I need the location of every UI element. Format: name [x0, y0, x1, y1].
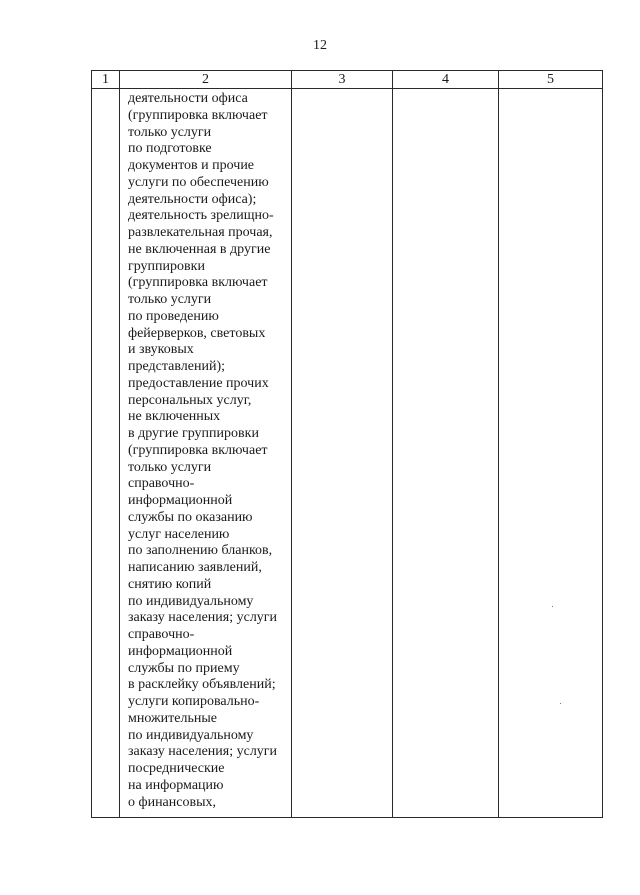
text-line: (группировка включает — [128, 275, 268, 291]
text-line: справочно- — [128, 476, 195, 492]
text-line: по проведению — [128, 308, 219, 324]
text-line: множительные — [128, 710, 217, 726]
text-line: предоставление прочих — [128, 375, 269, 391]
cell-col-5 — [499, 89, 603, 818]
text-line: на информацию — [128, 777, 224, 793]
text-line: группировки — [128, 258, 205, 274]
cell-col-4 — [393, 89, 499, 818]
text-line: только услуги — [128, 459, 212, 475]
document-table — [91, 70, 603, 818]
text-line: (группировка включает — [128, 442, 268, 458]
text-line: не включенных — [128, 409, 221, 425]
text-line: только услуги — [128, 292, 212, 307]
text-line: службы по приему — [128, 660, 240, 676]
text-line: написанию заявлений, — [128, 560, 262, 575]
text-line: деятельности офиса); — [128, 191, 257, 207]
cell-col-2 — [120, 89, 292, 818]
text-line: (группировка включает — [128, 107, 268, 123]
activity-description — [120, 89, 291, 811]
column-header-4: 4 — [393, 71, 499, 89]
page-number: 12 — [313, 38, 327, 53]
text-line: развлекательная прочая, — [128, 225, 273, 240]
text-line: снятию копий — [128, 576, 212, 592]
scan-speck — [560, 703, 561, 704]
text-line: деятельность зрелищно- — [128, 208, 274, 224]
column-header-5: 5 — [499, 71, 603, 89]
text-line: заказу населения; услуги — [128, 610, 278, 626]
text-line: по индивидуальному — [128, 727, 254, 743]
text-line: документов и прочие — [128, 158, 255, 173]
text-line: посреднические — [128, 761, 225, 776]
scan-speck — [552, 606, 553, 607]
text-line: фейерверков, световых — [128, 325, 266, 341]
text-line: не включенная в другие — [128, 241, 271, 257]
text-line: службы по оказанию — [128, 509, 253, 525]
text-line: персональных услуг, — [128, 392, 252, 408]
column-header-3: 3 — [292, 71, 393, 89]
text-line: заказу населения; услуги — [128, 744, 278, 760]
text-line: и звуковых — [128, 342, 194, 358]
cell-col-1 — [92, 89, 120, 818]
column-header-1: 1 — [92, 71, 120, 89]
table-row — [92, 89, 603, 818]
text-line: представлений); — [128, 359, 226, 374]
text-line: деятельности офиса — [128, 91, 248, 106]
text-line: услуг населению — [128, 526, 230, 542]
cell-col-3 — [292, 89, 393, 818]
text-line: по подготовке — [128, 141, 212, 157]
text-line: только услуги — [128, 124, 212, 140]
text-line: информационной — [128, 643, 233, 659]
text-line: услуги по обеспечению — [128, 174, 269, 190]
text-line: по индивидуальному — [128, 593, 254, 609]
text-line: справочно- — [128, 627, 195, 642]
column-header-2: 2 — [120, 71, 292, 89]
text-line: информационной — [128, 493, 233, 508]
text-line: по заполнению бланков, — [128, 543, 273, 559]
table-header-row — [92, 71, 603, 89]
text-line: в расклейку объявлений; — [128, 677, 276, 693]
text-line: о финансовых, — [128, 794, 216, 810]
text-line: в другие группировки — [128, 426, 259, 441]
text-line: услуги копировально- — [128, 694, 260, 709]
